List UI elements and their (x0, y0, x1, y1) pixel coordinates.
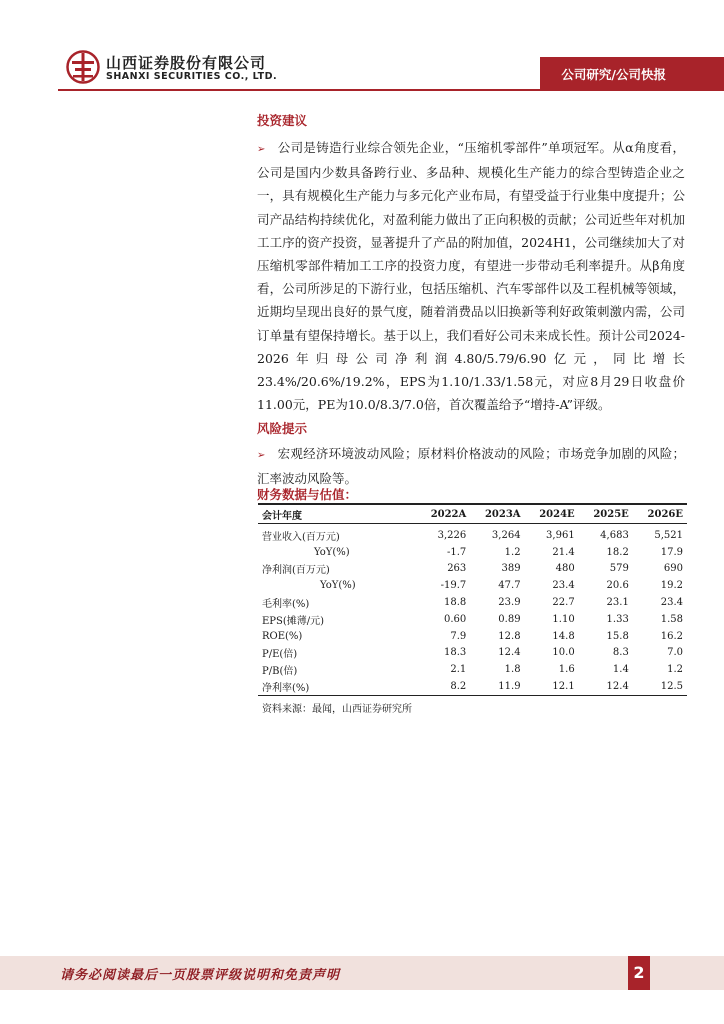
row-label: ROE(%) (262, 630, 303, 642)
table-cell: 12.8 (498, 630, 521, 642)
table-header-row (258, 505, 687, 524)
page-number: 2 (628, 956, 650, 990)
table-row (258, 577, 687, 594)
table-cell: 1.6 (558, 664, 575, 676)
header-cell: 2024E (525, 505, 579, 524)
row-label: P/B(倍) (262, 666, 298, 678)
risk-title: 风险提示 (257, 421, 308, 436)
table-cell: 263 (447, 563, 467, 575)
header-cell: 2022A (416, 505, 470, 524)
table-cell: 579 (609, 563, 629, 575)
table-cell: 23.4 (660, 597, 683, 609)
table-cell: 14.8 (552, 630, 575, 642)
report-type-label: 公司研究/公司快报 (561, 67, 666, 82)
page-footer (0, 956, 724, 990)
table-row (258, 678, 687, 695)
table-cell: 7.9 (450, 630, 467, 642)
table-cell: 23.1 (606, 597, 629, 609)
table-row (258, 594, 687, 611)
table-cell: 23.4 (552, 580, 575, 592)
header-cell: 会计年度 (258, 505, 416, 524)
header-divider (58, 89, 724, 91)
bullet-arrow-icon: ➢ (257, 450, 266, 461)
table-cell: 1.10 (552, 613, 575, 625)
table-cell: 47.7 (498, 580, 521, 592)
footer-disclaimer: 请务必阅读最后一页股票评级说明和免责声明 (60, 968, 341, 983)
table-row (258, 544, 687, 561)
table-cell: 15.8 (606, 630, 629, 642)
page-header (0, 0, 724, 100)
row-label: YoY(%) (314, 546, 350, 558)
table-row (258, 645, 687, 662)
header-cell: 2023A (470, 505, 524, 524)
table-cell: 20.6 (606, 580, 629, 592)
table-cell: 1.58 (660, 613, 683, 625)
table-cell: 19.2 (660, 580, 683, 592)
table-cell: 3,264 (491, 529, 521, 541)
row-label: P/E(倍) (262, 649, 298, 661)
header-cell: 2026E (633, 505, 687, 524)
row-label: EPS(摊薄/元) (262, 615, 325, 627)
company-name-en: SHANXI SECURITIES CO., LTD. (106, 71, 278, 82)
table-row (258, 524, 687, 544)
table-cell: 3,226 (437, 529, 467, 541)
table-row (258, 561, 687, 578)
table-cell: 22.7 (552, 597, 575, 609)
table-cell: 7.0 (667, 647, 683, 659)
table-source: 资料来源：最闻，山西证券研究所 (262, 704, 412, 715)
table-cell: 1.4 (612, 664, 629, 676)
row-label: 净利率(%) (258, 678, 416, 695)
table-cell: 2.1 (450, 664, 467, 676)
header-cell: 2025E (579, 505, 633, 524)
table-cell: 12.4 (579, 678, 633, 695)
investment-text: 公司是铸造行业综合领先企业，“压缩机零部件”单项冠军。从α角度看，公司是国内少数具备跨行业、多品种、规模化生产能力的综合型铸造企业之一，具有规模化生产能力与多元化产业布局，有望受益于行业集中度提升；公司产品结构持续优化，对盈利能力做出了正向积极的贡献；公司近些年对机加工工序的资产投资，显著提升了产品的附加值，2024H1，公司继续加大了对压缩机零部件精加工工序的投资力度，有望进一步带动毛利率提升。从β角度看，公司所涉足的下游行业，包括压缩机、汽车零部件以及工程机械等领域，近期均呈现出良好的景气度，随着消费品以旧换新等利好政策刺激内需，公司订单量有望保持增长。基于以上，我们看好公司未来成长性。预计公司2024-2026年归母公司净利润4.80/5.79/6.90亿元，同比增长23.4%/20.6%/19.2%，EPS为1.10/1.33/1.58元，对应8月29日收盘价11.00元，PE为10.0/8.3/7.0倍，首次覆盖给予“增持-A”评级。 (257, 140, 685, 413)
table-row (258, 611, 687, 628)
table-cell: 3,961 (546, 529, 575, 541)
row-label: 净利润(百万元) (262, 565, 330, 577)
risk-paragraph (257, 442, 685, 490)
table-cell: 12.1 (525, 678, 579, 695)
table-cell: 5,521 (654, 529, 683, 541)
table-cell: 17.9 (660, 546, 683, 558)
table-cell: 0.89 (498, 613, 521, 625)
table-cell: -19.7 (440, 580, 467, 592)
table-cell: 480 (555, 563, 575, 575)
table-cell: 1.8 (504, 664, 521, 676)
company-name-cn: 山西证券股份有限公司 (106, 54, 267, 72)
table-cell: 690 (663, 563, 683, 575)
financial-title: 财务数据与估值： (257, 487, 358, 502)
table-cell: 1.2 (667, 664, 683, 676)
table-cell: 8.3 (612, 647, 629, 659)
table-cell: 10.0 (552, 647, 575, 659)
table-cell: 18.3 (444, 647, 467, 659)
table-cell: 1.33 (606, 613, 629, 625)
table-row (258, 661, 687, 678)
risk-text: 宏观经济环境波动风险；原材料价格波动的风险；市场竞争加剧的风险；汇率波动风险等。 (257, 446, 685, 487)
table-cell: 21.4 (552, 546, 575, 558)
table-cell: 11.9 (470, 678, 524, 695)
row-label: YoY(%) (320, 580, 356, 592)
table-cell: 4,683 (600, 529, 629, 541)
table-cell: -1.7 (446, 546, 467, 558)
table-cell: 389 (501, 563, 521, 575)
row-label: 毛利率(%) (262, 599, 310, 611)
row-label: 营业收入(百万元) (262, 531, 340, 543)
table-cell: 23.9 (498, 597, 521, 609)
investment-title: 投资建议 (257, 113, 308, 128)
report-type-banner (540, 57, 724, 89)
investment-paragraph (257, 136, 685, 416)
bullet-arrow-icon: ➢ (257, 144, 266, 155)
table-row (258, 628, 687, 645)
table-cell: 8.2 (416, 678, 470, 695)
table-cell: 12.4 (498, 647, 521, 659)
financial-table (258, 505, 687, 696)
table-cell: 12.5 (633, 678, 687, 695)
company-logo-icon (66, 50, 100, 84)
table-cell: 0.60 (444, 613, 467, 625)
table-cell: 1.2 (504, 546, 521, 558)
table-cell: 16.2 (660, 630, 683, 642)
table-cell: 18.2 (606, 546, 629, 558)
table-cell: 18.8 (444, 597, 467, 609)
